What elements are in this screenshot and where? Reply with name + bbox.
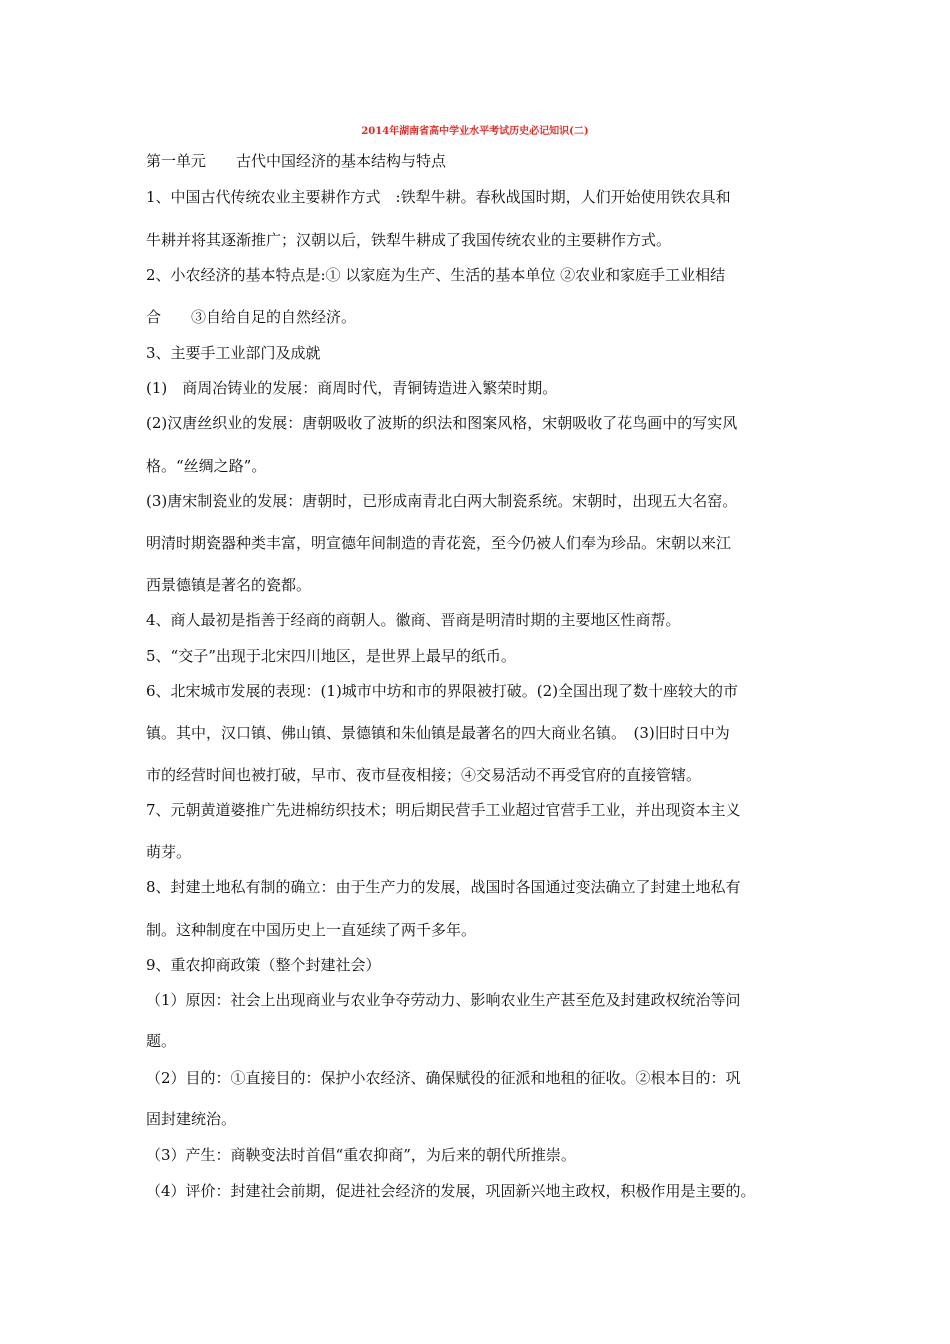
paragraph-line: 格。“丝绸之路”。 [146,457,267,475]
paragraph-line: 镇。其中，汉口镇、佛山镇、景德镇和朱仙镇是最著名的四大商业名镇。 (3)旧时日中为 [146,724,730,742]
paragraph-line: 萌芽。 [146,843,192,861]
paragraph-line: 2、小农经济的基本特点是:① 以家庭为生产、生活的基本单位 ②农业和家庭手工业相结 [146,266,726,284]
paragraph-line: 7、元朝黄道婆推广先进棉纺织技术；明后期民营手工业超过官营手工业，并出现资本主义 [146,801,741,819]
paragraph-line: 1、中国古代传统农业主要耕作方式 :铁犁牛耕。春秋战国时期，人们开始使用铁农具和 [146,188,731,206]
paragraph-line: 制。这种制度在中国历史上一直延续了两千多年。 [146,921,477,939]
paragraph-line: (1) 商周冶铸业的发展：商周时代，青铜铸造进入繁荣时期。 [146,379,558,397]
unit-heading: 第一单元 古代中国经济的基本结构与特点 [146,152,447,170]
paragraph-line: 牛耕并将其逐渐推广；汉朝以后，铁犁牛耕成了我国传统农业的主要耕作方式。 [146,231,672,249]
paragraph-line: 明清时期瓷器种类丰富，明宣德年间制造的青花瓷，至今仍被人们奉为珍品。宋朝以来江 [146,534,732,552]
paragraph-line: （3）产生：商鞅变法时首倡“重农抑商”，为后来的朝代所推崇。 [146,1146,576,1164]
paragraph-line: 4、商人最初是指善于经商的商朝人。徽商、晋商是明清时期的主要地区性商帮。 [146,611,681,629]
paragraph-line: 题。 [146,1032,177,1050]
paragraph-line: 5、“交子”出现于北宋四川地区，是世界上最早的纸币。 [146,647,516,665]
document-title: 2014年湖南省高中学业水平考试历史必记知识(二) [361,126,589,137]
paragraph-line: 市的经营时间也被打破，早市、夜市昼夜相接；④交易活动不再受官府的直接管辖。 [146,766,702,784]
paragraph-line: 3、主要手工业部门及成就 [146,344,321,362]
paragraph-line: （2）目的：①直接目的：保护小农经济、确保赋役的征派和地租的征收。②根本目的：巩 [146,1069,741,1087]
paragraph-line: 固封建统治。 [146,1110,237,1128]
paragraph-line: （1）原因：社会上出现商业与农业争夺劳动力、影响农业生产甚至危及封建政权统治等问 [146,991,741,1009]
paragraph-line: 6、北宋城市发展的表现：(1)城市中坊和市的界限被打破。(2)全国出现了数十座较大的市 [146,682,739,700]
paragraph-line: （4）评价：封建社会前期，促进社会经济的发展，巩固新兴地主政权，积极作用是主要的。 [146,1182,756,1200]
paragraph-line: 西景德镇是著名的瓷都。 [146,576,312,594]
paragraph-line: 9、重农抑商政策（整个封建社会） [146,956,381,974]
paragraph-line: 合 ③自给自足的自然经济。 [146,308,357,326]
paragraph-line: 8、封建土地私有制的确立：由于生产力的发展，战国时各国通过变法确立了封建土地私有 [146,878,741,896]
paragraph-line: (2)汉唐丝织业的发展：唐朝吸收了波斯的织法和图案风格，宋朝吸收了花鸟画中的写实风 [146,414,738,432]
paragraph-line: (3)唐宋制瓷业的发展：唐朝时，已形成南青北白两大制瓷系统。宋朝时，出现五大名窑。 [146,492,738,510]
